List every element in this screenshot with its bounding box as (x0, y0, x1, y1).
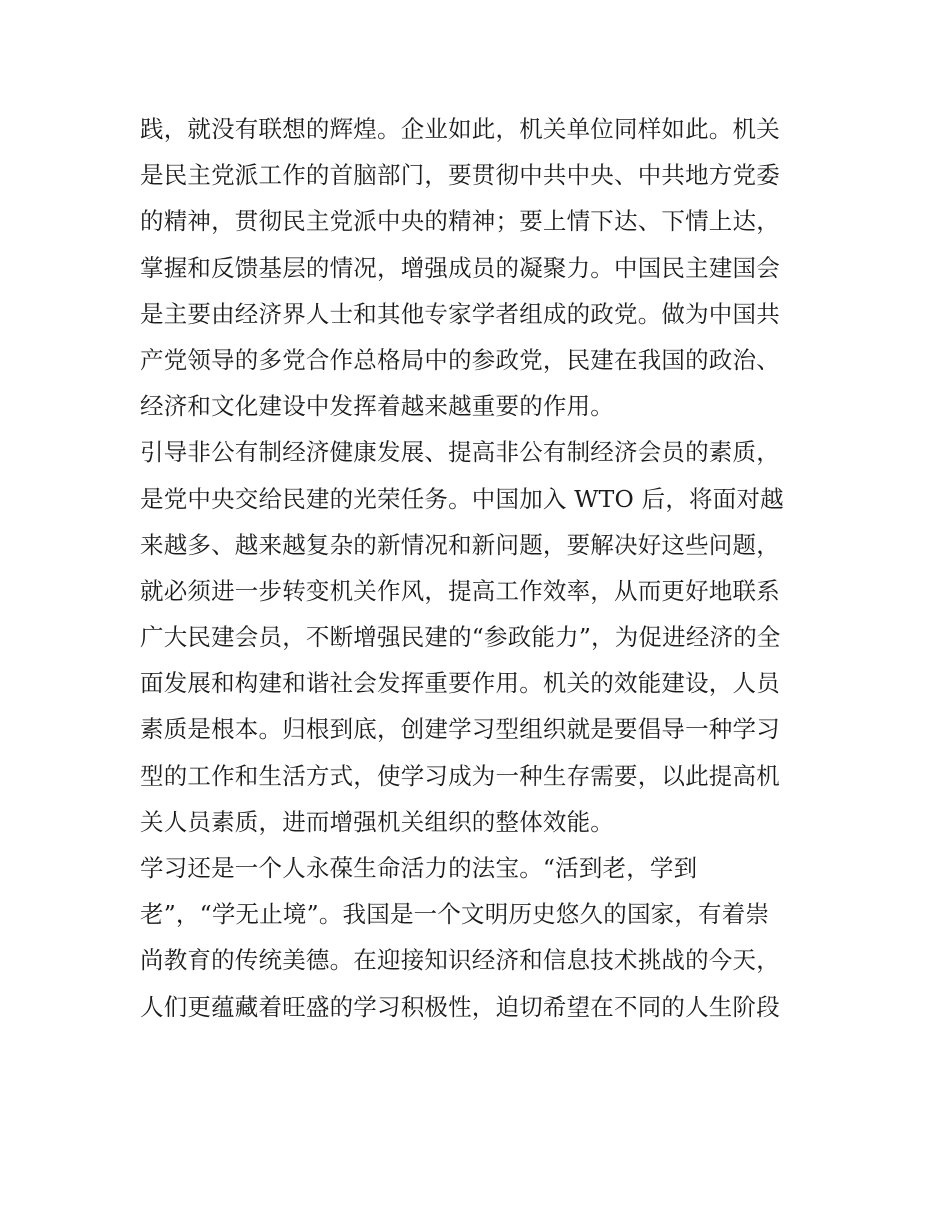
text-line: 人们更蕴藏着旺盛的学习积极性，迫切希望在不同的人生阶段 (140, 992, 780, 1021)
text-line: 的精神，贯彻民主党派中央的精神；要上情下达、下情上达， (140, 207, 780, 236)
text-line: 广大民建会员，不断增强民建的“参政能力”，为促进经济的全 (140, 623, 781, 652)
text-line: 面发展和构建和谐社会发挥重要作用。机关的效能建设，人员 (140, 669, 780, 698)
text-line: 是党中央交给民建的光荣任务。中国加入 WTO 后，将面对越 (140, 484, 784, 513)
text-line: 型的工作和生活方式，使学习成为一种生存需要，以此提高机 (140, 761, 780, 790)
text-line: 掌握和反馈基层的情况，增强成员的凝聚力。中国民主建国会 (140, 253, 780, 282)
text-line: 产党领导的多党合作总格局中的参政党，民建在我国的政治、 (140, 345, 780, 374)
text-line: 来越多、越来越复杂的新情况和新问题，要解决好这些问题， (140, 530, 780, 559)
text-line: 尚教育的传统美德。在迎接知识经济和信息技术挑战的今天， (140, 946, 780, 975)
text-line: 就必须进一步转变机关作风，提高工作效率，从而更好地联系 (140, 576, 780, 605)
text-line: 引导非公有制经济健康发展、提高非公有制经济会员的素质， (140, 438, 780, 467)
text-line: 是民主党派工作的首脑部门，要贯彻中共中央、中共地方党委 (140, 161, 780, 190)
text-line: 是主要由经济界人士和其他专家学者组成的政党。做为中国共 (140, 299, 780, 328)
text-line: 素质是根本。归根到底，创建学习型组织就是要倡导一种学习 (140, 715, 780, 744)
document-body (140, 106, 815, 1030)
text-line: 践，就没有联想的辉煌。企业如此，机关单位同样如此。机关 (140, 115, 780, 143)
text-line: 经济和文化建设中发挥着越来越重要的作用。 (140, 392, 614, 421)
text-line: 关人员素质，进而增强机关组织的整体效能。 (140, 807, 614, 836)
text-line: 老”，“学无止境”。我国是一个文明历史悠久的国家，有着崇 (140, 900, 770, 929)
text-line: 学习还是一个人永葆生命活力的法宝。“活到老，学到 (140, 854, 698, 882)
